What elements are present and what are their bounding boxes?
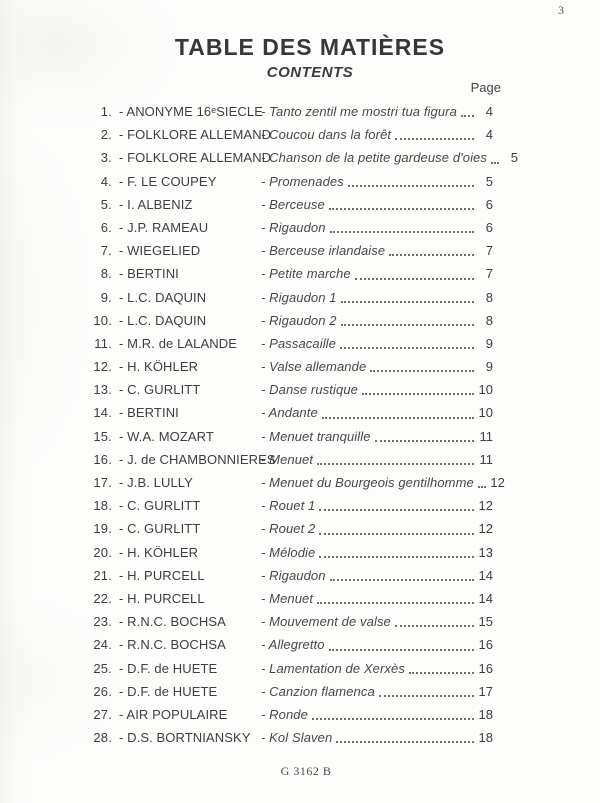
toc-row [85, 633, 493, 656]
entry-title-column [261, 610, 493, 633]
dot-leader [362, 393, 474, 395]
entry-composer: - L.C. DAQUIN [119, 289, 207, 305]
dot-leader [395, 138, 474, 140]
entry-page: 6 [485, 196, 493, 212]
toc-row [85, 517, 493, 540]
entry-page: 8 [485, 289, 493, 305]
dot-leader [491, 162, 499, 164]
entry-title-column [261, 633, 493, 656]
entry-page: 7 [485, 266, 493, 282]
entry-title-column [261, 123, 493, 146]
entry-title-column [261, 587, 493, 610]
entry-page: 12 [478, 498, 493, 514]
toc-subtitle: CONTENTS [266, 64, 354, 81]
dot-leader [375, 440, 474, 442]
toc-row [85, 262, 493, 285]
toc-row [85, 425, 493, 448]
toc-row [85, 680, 493, 703]
entry-title-column [261, 193, 493, 216]
entry-title-column [261, 355, 493, 378]
entry-title: - Andante [261, 405, 318, 421]
entry-page: 14 [478, 590, 493, 606]
dot-leader [319, 533, 474, 535]
entry-page: 13 [478, 544, 493, 560]
entry-title: - Passacaille [261, 335, 336, 351]
entry-number: 13. [93, 382, 112, 398]
toc-row [85, 657, 493, 680]
toc-row [85, 471, 505, 494]
entry-title: - Valse allemande [261, 359, 367, 375]
entry-composer: - D.S. BORTNIANSKY [119, 730, 251, 746]
dot-leader [317, 463, 474, 465]
header [20, 34, 600, 81]
entry-title: - Petite marche [261, 266, 351, 282]
toc-row [85, 726, 493, 749]
entry-composer: - H. KÖHLER [119, 544, 199, 560]
toc-row [85, 123, 493, 146]
entry-title-column [261, 146, 518, 169]
toc-list [85, 100, 518, 749]
dot-leader [329, 208, 474, 210]
entry-number: 14. [93, 405, 112, 421]
toc-row [85, 610, 493, 633]
entry-page: 15 [478, 614, 493, 630]
entry-page: 7 [485, 243, 493, 259]
entry-number: 25. [93, 660, 112, 676]
entry-composer: - C. GURLITT [119, 521, 201, 537]
entry-title: - Mouvement de valse [261, 614, 391, 630]
dot-leader [329, 649, 474, 651]
entry-composer: - H. PURCELL [119, 590, 205, 606]
dot-leader [395, 625, 474, 627]
entry-title-column [261, 448, 493, 471]
toc-row [85, 239, 493, 262]
dot-leader [312, 718, 474, 720]
entry-number: 15. [93, 428, 112, 444]
entry-page: 17 [478, 683, 493, 699]
entry-number: 26. [93, 683, 112, 699]
entry-number: 17. [93, 475, 112, 490]
entry-number: 3. [100, 150, 112, 166]
toc-row [85, 309, 493, 332]
entry-title: - Rigaudon [261, 567, 326, 583]
entry-title: - Menuet [261, 590, 314, 606]
entry-number: 11. [94, 335, 112, 351]
entry-page: 16 [478, 637, 493, 653]
dot-leader [409, 672, 474, 674]
entry-title-column [261, 309, 493, 332]
entry-title-column [261, 425, 493, 448]
entry-title-column [261, 517, 493, 540]
dot-leader [478, 486, 486, 488]
entry-number: 16. [93, 451, 112, 467]
entry-title-column [261, 262, 493, 285]
entry-composer: - WIEGELIED [119, 243, 201, 259]
entry-page: 9 [485, 359, 493, 375]
entry-composer: - J.P. RAMEAU [119, 219, 209, 235]
entry-page: 8 [485, 312, 493, 328]
toc-row [85, 541, 493, 564]
entry-title: - Allegretto [261, 637, 325, 653]
entry-title-column [261, 100, 493, 123]
entry-number: 1. [100, 104, 112, 119]
dot-leader [341, 324, 474, 326]
entry-page: 18 [478, 730, 493, 746]
entry-page: 12 [490, 475, 505, 490]
entry-page: 14 [478, 567, 493, 583]
entry-composer: - L.C. DAQUIN [119, 312, 207, 328]
dot-leader [340, 347, 474, 349]
toc-row [85, 146, 518, 169]
page-column-label: Page [470, 80, 501, 95]
entry-title-column [261, 471, 505, 494]
toc-row [85, 355, 493, 378]
entry-title: - Menuet tranquille [261, 428, 371, 444]
entry-title-column [261, 378, 493, 401]
entry-page: 4 [485, 127, 493, 143]
entry-title-column [261, 286, 493, 309]
dot-leader [322, 417, 474, 419]
entry-title: - Rigaudon 2 [261, 312, 337, 328]
entry-composer: - I. ALBENIZ [119, 196, 193, 212]
dot-leader [319, 556, 474, 558]
dot-leader [370, 370, 474, 372]
entry-number: 8. [100, 266, 112, 282]
entry-page: 10 [478, 382, 493, 398]
toc-row [85, 332, 493, 355]
entry-composer: - M.R. de LALANDE [119, 335, 238, 351]
entry-number: 27. [93, 706, 112, 722]
entry-composer: - J.B. LULLY [119, 475, 193, 490]
entry-title: - Rigaudon [261, 219, 326, 235]
entry-number: 6. [100, 219, 112, 235]
entry-composer: - BERTINI [119, 405, 179, 421]
dot-leader [379, 695, 474, 697]
entry-title: - Menuet du Bourgeois gentilhomme [261, 475, 474, 490]
entry-composer: - C. GURLITT [119, 498, 201, 514]
entry-title: - Mélodie [261, 544, 316, 560]
entry-title: - Danse rustique [261, 382, 358, 398]
entry-number: 7. [100, 243, 112, 259]
dot-leader [348, 185, 474, 187]
plate-number-footer: G 3162 B [280, 764, 332, 778]
entry-number: 24. [93, 637, 112, 653]
entry-number: 22. [93, 590, 112, 606]
entry-number: 9. [100, 289, 112, 305]
entry-number: 2. [100, 127, 112, 143]
dot-leader [336, 741, 474, 743]
entry-title-column [261, 494, 493, 517]
entry-page: 4 [485, 104, 493, 119]
entry-title-column [261, 239, 493, 262]
entry-number: 18. [93, 498, 112, 514]
entry-page: 5 [510, 150, 518, 166]
dot-leader [389, 254, 474, 256]
entry-number: 21. [93, 567, 112, 583]
entry-composer: - J. de CHAMBONNIERES [119, 451, 276, 467]
toc-row [85, 703, 493, 726]
toc-row [85, 170, 493, 193]
toc-row [85, 193, 493, 216]
entry-title: - Lamentation de Xerxès [261, 660, 405, 676]
entry-composer: - H. KÖHLER [119, 359, 199, 375]
entry-page: 9 [485, 335, 493, 351]
entry-title: - Berceuse [261, 196, 325, 212]
entry-title: - Chanson de la petite gardeuse d'oies [261, 150, 487, 166]
entry-title-column [261, 680, 493, 703]
entry-number: 19. [93, 521, 112, 537]
dot-leader [319, 509, 474, 511]
entry-title-column [261, 564, 493, 587]
toc-row [85, 286, 493, 309]
entry-page: 18 [478, 706, 493, 722]
entry-title-column [261, 726, 493, 749]
dot-leader [341, 301, 474, 303]
entry-composer: - F. LE COUPEY [119, 173, 217, 189]
entry-composer: - R.N.C. BOCHSA [119, 614, 226, 630]
toc-row [85, 100, 493, 123]
entry-title: - Rouet 1 [261, 498, 316, 514]
dot-leader [461, 115, 474, 117]
entry-title-column [261, 703, 493, 726]
entry-number: 12. [93, 359, 112, 375]
toc-row [85, 494, 493, 517]
entry-composer: - FOLKLORE ALLEMAND [119, 150, 272, 166]
entry-page: 10 [478, 405, 493, 421]
entry-number: 28. [93, 730, 112, 746]
toc-title: TABLE DES MATIÈRES [174, 34, 446, 60]
entry-page: 16 [478, 660, 493, 676]
entry-page: 5 [485, 173, 493, 189]
entry-title-column [261, 401, 493, 424]
entry-composer: - AIR POPULAIRE [119, 706, 228, 722]
entry-title: - Kol Slaven [261, 730, 333, 746]
toc-row [85, 587, 493, 610]
entry-title: - Berceuse irlandaise [261, 243, 386, 259]
entry-composer: - W.A. MOZART [119, 428, 214, 444]
toc-row [85, 378, 493, 401]
entry-composer: - D.F. de HUETE [119, 683, 218, 699]
toc-row [85, 401, 493, 424]
entry-title: - Promenades [261, 173, 344, 189]
entry-page: 11 [479, 428, 493, 444]
entry-title-column [261, 541, 493, 564]
entry-title-column [261, 657, 493, 680]
entry-title: - Ronde [261, 706, 308, 722]
entry-title: - Menuet [261, 451, 314, 467]
entry-title: - Coucou dans la forêt [261, 127, 392, 143]
entry-title: - Rouet 2 [261, 521, 316, 537]
entry-number: 20. [93, 544, 112, 560]
entry-title-column [261, 216, 493, 239]
entry-composer: - H. PURCELL [119, 567, 205, 583]
entry-composer: - FOLKLORE ALLEMAND [119, 127, 272, 143]
dot-leader [355, 278, 474, 280]
dot-leader [330, 231, 474, 233]
entry-title: - Tanto zentil me mostri tua figura [261, 104, 457, 119]
entry-composer: - R.N.C. BOCHSA [119, 637, 226, 653]
entry-title: - Canzion flamenca [261, 683, 375, 699]
toc-row [85, 216, 493, 239]
entry-number: 23. [93, 614, 112, 630]
toc-row [85, 448, 493, 471]
page-number-corner: 3 [558, 3, 564, 17]
entry-title-column [261, 332, 493, 355]
entry-composer: - ANONYME 16ᵉSIECLE [119, 104, 263, 119]
entry-title-column [261, 170, 493, 193]
entry-number: 5. [100, 196, 112, 212]
entry-page: 12 [478, 521, 493, 537]
entry-page: 6 [485, 219, 493, 235]
entry-composer: - D.F. de HUETE [119, 660, 218, 676]
entry-composer: - BERTINI [119, 266, 179, 282]
dot-leader [317, 602, 474, 604]
entry-number: 4. [100, 173, 112, 189]
entry-title: - Rigaudon 1 [261, 289, 337, 305]
toc-row [85, 564, 493, 587]
entry-composer: - C. GURLITT [119, 382, 201, 398]
entry-page: 11 [479, 451, 493, 467]
entry-number: 10. [93, 312, 112, 328]
dot-leader [330, 579, 474, 581]
